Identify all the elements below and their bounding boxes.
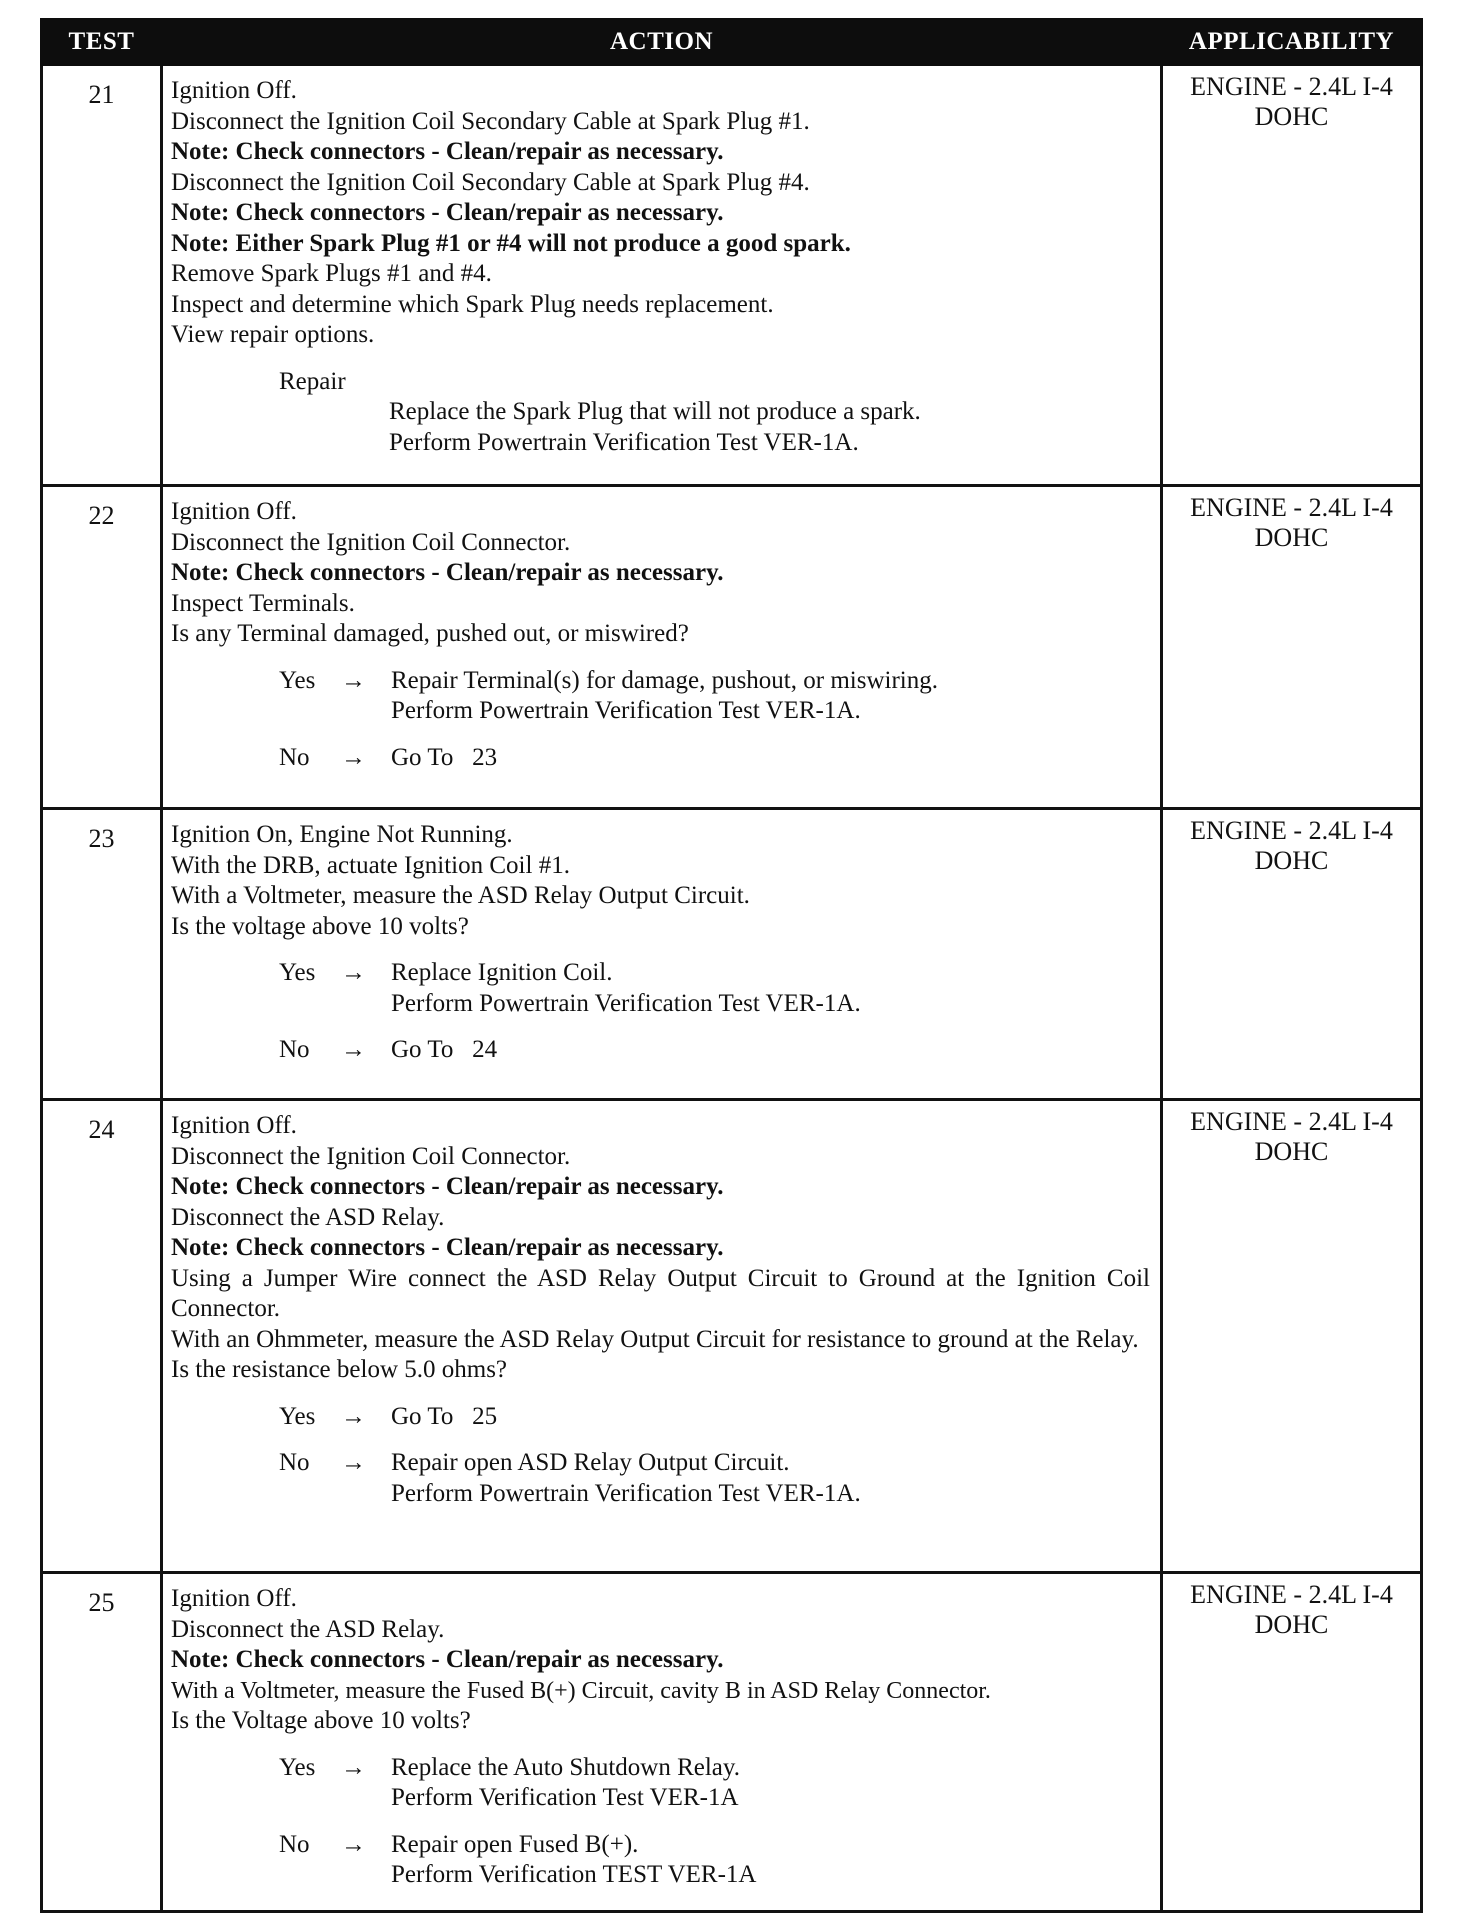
yes-result-line: Perform Powertrain Verification Test VER-1A. xyxy=(391,989,861,1017)
no-label: No xyxy=(279,1449,310,1476)
action-line: Disconnect the Ignition Coil Secondary Cable at Spark Plug #1. xyxy=(171,107,810,135)
test-number: 24 xyxy=(42,1100,162,1573)
action-line: Disconnect the Ignition Coil Secondary Cable at Spark Plug #4. xyxy=(171,168,810,196)
note-line: Note: Check connectors - Clean/repair as necessary. xyxy=(171,1234,724,1261)
yes-option xyxy=(279,1753,1150,1814)
applicability-cell xyxy=(1162,65,1422,486)
applicability-cell xyxy=(1162,809,1422,1100)
applicability-cell xyxy=(1162,486,1422,809)
action-line: Ignition On, Engine Not Running. xyxy=(171,821,513,848)
arrow-icon: → xyxy=(341,959,366,986)
test-number: 23 xyxy=(42,809,162,1100)
table-row xyxy=(42,486,1422,809)
yes-label: Yes xyxy=(279,1402,316,1430)
table-row xyxy=(42,809,1422,1100)
note-line: Note: Either Spark Plug #1 or #4 will not produce a good spark. xyxy=(171,229,851,257)
applicability-engine: ENGINE - 2.4L I-4 xyxy=(1190,493,1393,522)
action-cell xyxy=(162,809,1162,1100)
no-result-line: Repair open ASD Relay Output Circuit. xyxy=(391,1449,790,1476)
no-label: No xyxy=(279,743,310,771)
action-cell xyxy=(162,1573,1162,1912)
applicability-engine: ENGINE - 2.4L I-4 xyxy=(1190,72,1393,101)
action-line: Inspect and determine which Spark Plug needs replacement. xyxy=(171,290,774,318)
yes-result-line: Perform Verification Test VER-1A xyxy=(391,1784,739,1811)
action-line: Ignition Off. xyxy=(171,1585,297,1612)
action-line: With a Voltmeter, measure the ASD Relay Output Circuit. xyxy=(171,882,750,909)
action-line: Ignition Off. xyxy=(171,1112,297,1139)
repair-line: Replace the Spark Plug that will not produce a spark. xyxy=(389,398,921,425)
no-option xyxy=(279,743,1150,774)
no-option xyxy=(279,1830,1150,1891)
action-line: Disconnect the Ignition Coil Connector. xyxy=(171,1142,571,1170)
action-line: Disconnect the Ignition Coil Connector. xyxy=(171,528,571,556)
table-header-row xyxy=(42,20,1422,65)
no-result-line: Go To 23 xyxy=(391,743,498,771)
note-line: Note: Check connectors - Clean/repair as necessary. xyxy=(171,138,724,165)
applicability-engine: ENGINE - 2.4L I-4 xyxy=(1190,1580,1393,1609)
diagnostic-procedure-table-page xyxy=(40,18,1420,1913)
note-line: Note: Check connectors - Clean/repair as necessary. xyxy=(171,199,724,226)
arrow-icon: → xyxy=(341,743,366,771)
action-cell xyxy=(162,1100,1162,1573)
arrow-icon: → xyxy=(341,666,366,694)
action-line: Is the voltage above 10 volts? xyxy=(171,912,469,940)
action-line: Remove Spark Plugs #1 and #4. xyxy=(171,260,492,287)
yes-option xyxy=(279,1402,1150,1433)
action-line: With a Voltmeter, measure the Fused B(+) Circuit, cavity B in ASD Relay Connector. xyxy=(171,1677,991,1704)
no-result-line: Go To 24 xyxy=(391,1036,498,1063)
test-number: 21 xyxy=(42,65,162,486)
applicability-cell xyxy=(1162,1573,1422,1912)
applicability-type: DOHC xyxy=(1254,102,1329,131)
table-row xyxy=(42,1573,1422,1912)
yes-result-line: Repair Terminal(s) for damage, pushout, or miswiring. xyxy=(391,666,938,694)
test-number: 25 xyxy=(42,1573,162,1912)
yes-result-line: Replace Ignition Coil. xyxy=(391,959,613,986)
action-cell xyxy=(162,65,1162,486)
yes-label: Yes xyxy=(279,959,316,986)
action-line: Inspect Terminals. xyxy=(171,589,355,617)
action-line: Ignition Off. xyxy=(171,498,297,525)
action-line: Is the Voltage above 10 volts? xyxy=(171,1707,471,1734)
applicability-engine: ENGINE - 2.4L I-4 xyxy=(1190,816,1393,845)
action-line: View repair options. xyxy=(171,321,375,348)
applicability-engine: ENGINE - 2.4L I-4 xyxy=(1190,1107,1393,1136)
arrow-icon: → xyxy=(341,1036,366,1063)
applicability-cell xyxy=(1162,1100,1422,1573)
no-label: No xyxy=(279,1830,310,1858)
action-line: Is any Terminal damaged, pushed out, or miswired? xyxy=(171,620,689,647)
yes-result-line: Go To 25 xyxy=(391,1402,498,1430)
note-line: Note: Check connectors - Clean/repair as necessary. xyxy=(171,1173,724,1200)
yes-option xyxy=(279,666,1150,727)
arrow-icon: → xyxy=(341,1402,366,1430)
note-line: Note: Check connectors - Clean/repair as necessary. xyxy=(171,1646,724,1673)
action-line: Disconnect the ASD Relay. xyxy=(171,1203,445,1231)
note-line: Note: Check connectors - Clean/repair as necessary. xyxy=(171,559,724,586)
no-result-line: Repair open Fused B(+). xyxy=(391,1830,639,1858)
table-row xyxy=(42,65,1422,486)
repair-label: Repair xyxy=(279,367,346,395)
applicability-type: DOHC xyxy=(1254,1137,1329,1166)
test-number: 22 xyxy=(42,486,162,809)
header-action: ACTION xyxy=(162,20,1162,65)
diagnostic-table xyxy=(40,18,1423,1913)
action-line: Is the resistance below 5.0 ohms? xyxy=(171,1356,508,1383)
no-result-line: Perform Verification TEST VER-1A xyxy=(391,1861,757,1888)
no-option xyxy=(279,1035,1150,1066)
yes-result-line: Replace the Auto Shutdown Relay. xyxy=(391,1753,741,1781)
header-applicability: APPLICABILITY xyxy=(1162,20,1422,65)
action-line: Using a Jumper Wire connect the ASD Relay Output Circuit to Ground at the Ignition Coil Connector. xyxy=(171,1264,1150,1322)
arrow-icon: → xyxy=(341,1830,366,1858)
yes-label: Yes xyxy=(279,1753,316,1781)
arrow-icon: → xyxy=(341,1753,366,1781)
action-cell xyxy=(162,486,1162,809)
action-line: Disconnect the ASD Relay. xyxy=(171,1615,445,1643)
yes-label: Yes xyxy=(279,666,316,694)
applicability-type: DOHC xyxy=(1254,846,1329,875)
yes-option xyxy=(279,958,1150,1019)
header-test: TEST xyxy=(42,20,162,65)
action-line: With an Ohmmeter, measure the ASD Relay Output Circuit for resistance to ground at the Relay. xyxy=(171,1325,1139,1353)
arrow-icon: → xyxy=(341,1449,366,1476)
no-option xyxy=(279,1448,1150,1509)
repair-line: Perform Powertrain Verification Test VER-1A. xyxy=(389,428,859,456)
table-row xyxy=(42,1100,1422,1573)
action-line: With the DRB, actuate Ignition Coil #1. xyxy=(171,851,570,879)
yes-result-line: Perform Powertrain Verification Test VER-1A. xyxy=(391,697,861,724)
applicability-type: DOHC xyxy=(1254,523,1329,552)
action-line: Ignition Off. xyxy=(171,77,297,104)
no-label: No xyxy=(279,1036,310,1063)
no-result-line: Perform Powertrain Verification Test VER-1A. xyxy=(391,1479,861,1507)
applicability-type: DOHC xyxy=(1254,1610,1329,1639)
